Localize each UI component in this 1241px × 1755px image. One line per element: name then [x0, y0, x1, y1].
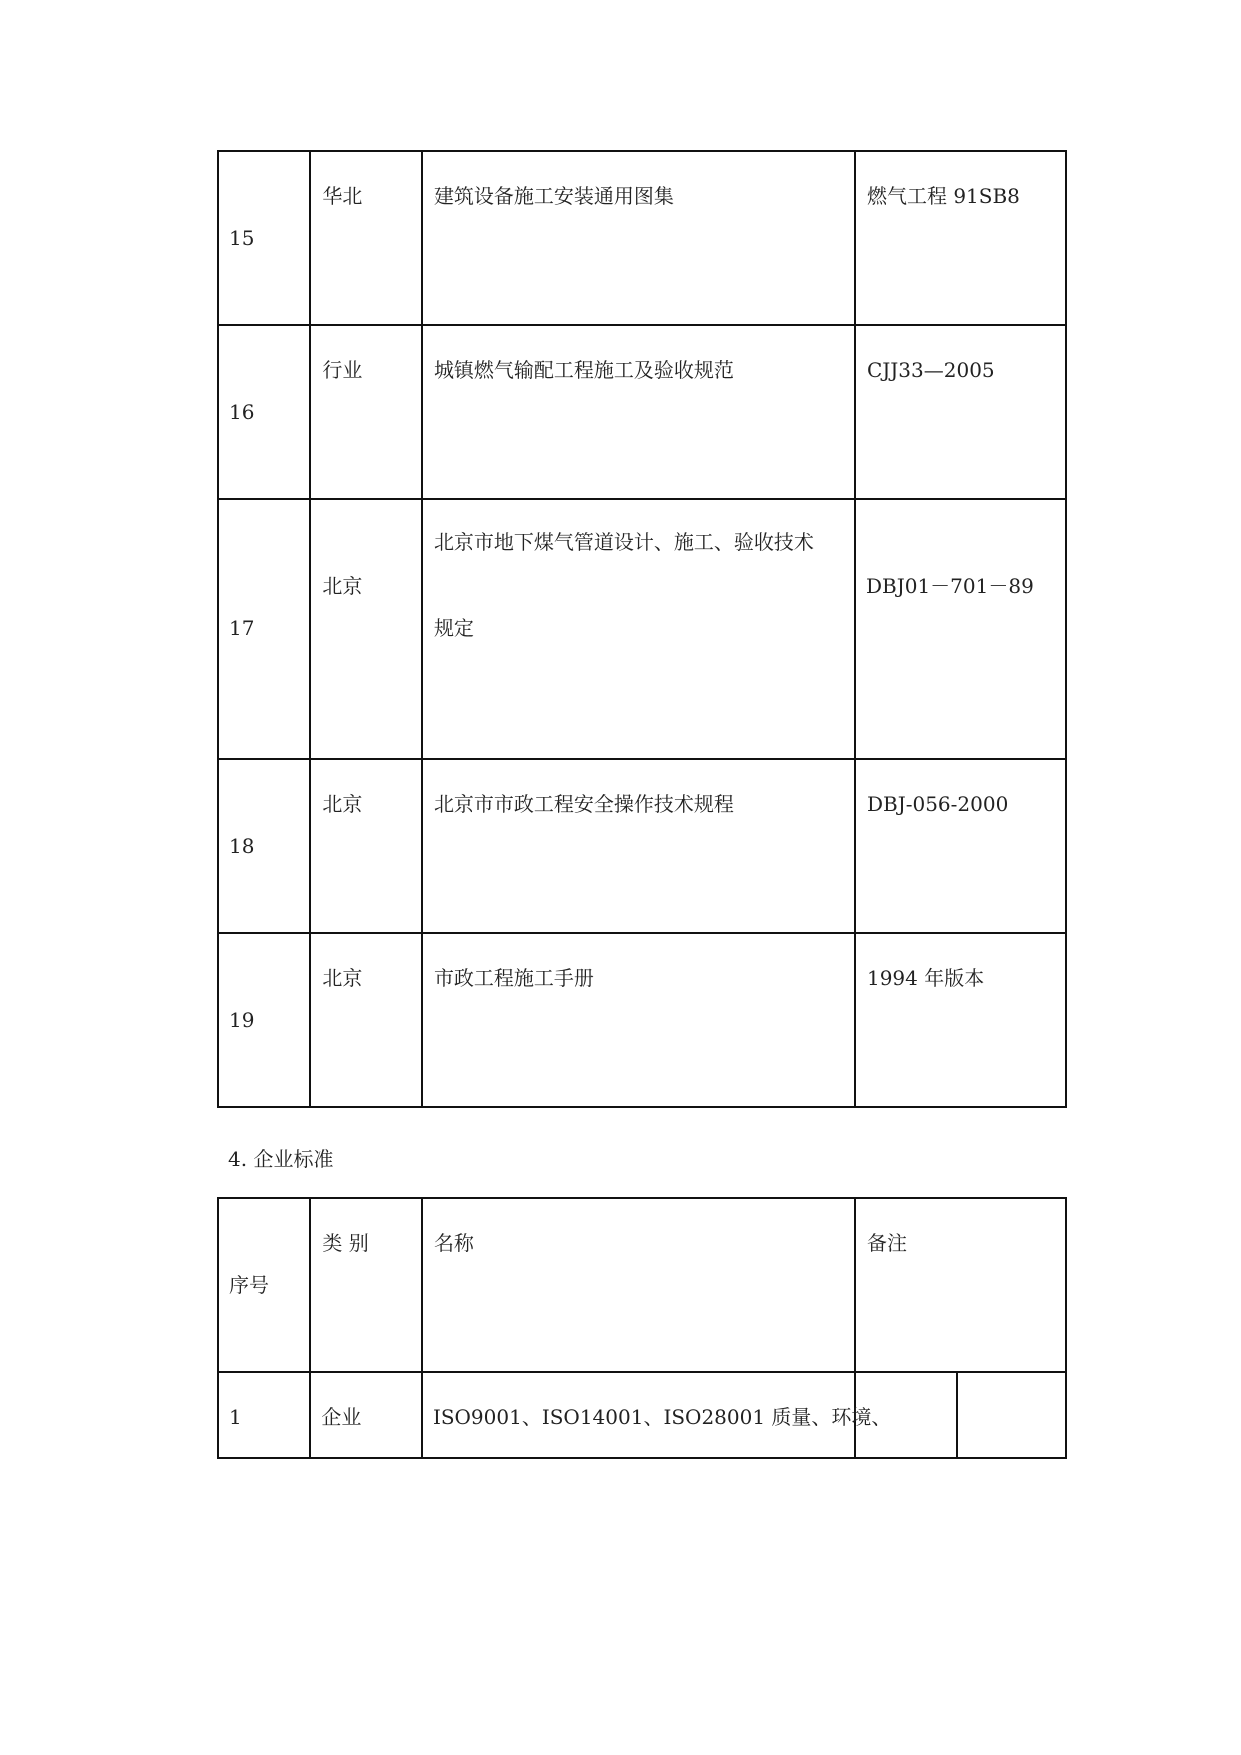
- cell-category: 行业: [310, 325, 422, 499]
- cell-no: 18: [218, 759, 310, 933]
- table-row: [218, 325, 1066, 499]
- enterprise-standards-table: [217, 1197, 1067, 1459]
- table-row: [218, 933, 1066, 1107]
- cell-category: 北京: [310, 499, 422, 759]
- cell-name: 北京市地下煤气管道设计、施工、验收技术 规定: [422, 499, 855, 759]
- cell-category: 北京: [310, 933, 422, 1107]
- cell-name: 市政工程施工手册: [422, 933, 855, 1107]
- cell-code: DBJ-056-2000: [855, 759, 1066, 933]
- table-row: [218, 151, 1066, 325]
- cell-category: 华北: [310, 151, 422, 325]
- cell-category: 企业: [310, 1372, 422, 1458]
- section-heading-enterprise-standards: 4. 企业标准: [228, 1147, 334, 1171]
- cell-remark: [855, 1372, 1066, 1458]
- remark-split-divider: [956, 1373, 958, 1457]
- cell-code: 1994 年版本: [855, 933, 1066, 1107]
- cell-no: 15: [218, 151, 310, 325]
- cell-no: 1: [218, 1372, 310, 1458]
- cell-name: ISO9001、ISO14001、ISO28001 质量、环境、: [422, 1372, 855, 1458]
- table-row: [218, 759, 1066, 933]
- cell-name: 建筑设备施工安装通用图集: [422, 151, 855, 325]
- table-row: [218, 1372, 1066, 1458]
- cell-no: 19: [218, 933, 310, 1107]
- header-remark: 备注: [855, 1198, 1066, 1372]
- cell-no: 16: [218, 325, 310, 499]
- table-header-row: [218, 1198, 1066, 1372]
- header-category: 类 别: [310, 1198, 422, 1372]
- header-no: 序号: [218, 1198, 310, 1372]
- header-name: 名称: [422, 1198, 855, 1372]
- cell-code: DBJ01－701－89: [855, 499, 1066, 759]
- cell-code: CJJ33—2005: [855, 325, 1066, 499]
- cell-name: 北京市市政工程安全操作技术规程: [422, 759, 855, 933]
- cell-category: 北京: [310, 759, 422, 933]
- table-row: [218, 499, 1066, 759]
- cell-name: 城镇燃气输配工程施工及验收规范: [422, 325, 855, 499]
- standards-table: [217, 150, 1067, 1108]
- cell-no: 17: [218, 499, 310, 759]
- cell-code: 燃气工程 91SB8: [855, 151, 1066, 325]
